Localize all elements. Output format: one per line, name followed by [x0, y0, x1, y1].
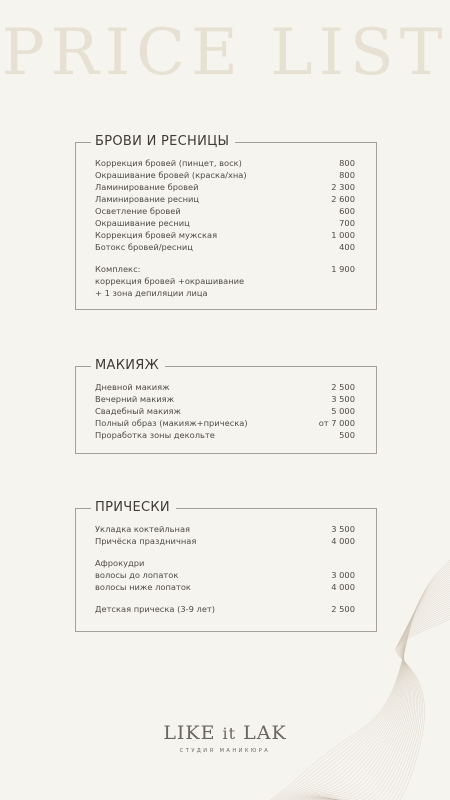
service-name: Ламинирование ресниц	[95, 194, 200, 204]
price-row	[95, 205, 355, 217]
price-row	[95, 381, 355, 393]
price-row	[95, 417, 355, 429]
price-row	[95, 393, 355, 405]
service-price: 3 500	[331, 394, 355, 404]
service-price: 5 000	[331, 406, 355, 416]
section-makeup	[75, 358, 377, 454]
service-name: Укладка коктейльная	[95, 524, 191, 534]
service-price: 2 300	[331, 182, 355, 192]
service-price: 4 000	[331, 582, 355, 592]
service-name: волосы до лопаток	[95, 570, 179, 580]
service-price: 500	[339, 430, 355, 440]
price-row	[95, 535, 355, 547]
service-name: коррекция бровей +окрашивание	[95, 276, 245, 286]
service-name: Комплекс:	[95, 264, 141, 274]
service-price: 1 000	[331, 230, 355, 240]
service-name: Причёска праздничная	[95, 536, 197, 546]
price-row	[95, 169, 355, 181]
service-name: Детская прическа (3-9 лет)	[95, 604, 215, 614]
section-title: ПРИЧЕСКИ	[91, 498, 176, 518]
service-price: 800	[339, 158, 355, 168]
service-name: Свадебный макияж	[95, 406, 181, 416]
service-name: Окрашивание ресниц	[95, 218, 190, 228]
service-price: 3 000	[331, 570, 355, 580]
service-name: Проработка зоны декольте	[95, 430, 215, 440]
decorative-waves-icon	[270, 550, 450, 800]
service-name: Полный образ (макияж+прическа)	[95, 418, 248, 428]
section-title: БРОВИ И РЕСНИЦЫ	[91, 132, 235, 152]
service-name: Афрокудри	[95, 558, 145, 568]
service-name: Ламинирование бровей	[95, 182, 199, 192]
price-row	[95, 429, 355, 441]
price-row	[95, 217, 355, 229]
service-price: 600	[339, 206, 355, 216]
price-row	[95, 181, 355, 193]
service-price: 700	[339, 218, 355, 228]
price-row	[95, 157, 355, 169]
section-brows-lashes	[75, 134, 377, 310]
service-price: 800	[339, 170, 355, 180]
service-name: Коррекция бровей мужская	[95, 230, 218, 240]
price-row	[95, 193, 355, 205]
service-price: от 7 000	[318, 418, 355, 428]
brand-subtitle: СТУДИЯ МАНИКЮРА	[179, 748, 271, 754]
service-price: 2 500	[331, 604, 355, 614]
service-name: Ботокс бровей/ресниц	[95, 242, 193, 252]
price-row	[95, 229, 355, 241]
price-list	[95, 157, 355, 299]
price-row	[95, 241, 355, 253]
service-name: Коррекция бровей (пинцет, воск)	[95, 158, 242, 168]
service-name: Вечерний макияж	[95, 394, 175, 404]
row-gap	[95, 253, 355, 263]
service-price: 400	[339, 242, 355, 252]
service-price: 1 900	[331, 264, 355, 274]
page-title: PRICE LIST	[1, 16, 449, 90]
price-row	[95, 405, 355, 417]
service-name: Окрашивание бровей (краска/хна)	[95, 170, 247, 180]
service-price: 4 000	[331, 536, 355, 546]
service-name: Осветление бровей	[95, 206, 181, 216]
price-row	[95, 275, 355, 287]
section-title: МАКИЯЖ	[91, 356, 165, 376]
service-price: 2 500	[331, 382, 355, 392]
brand-name: LIKE it LAK	[163, 722, 287, 744]
service-name: + 1 зона депиляции лица	[95, 288, 208, 298]
price-row	[95, 287, 355, 299]
price-row	[95, 263, 355, 275]
price-list	[95, 381, 355, 441]
service-name: волосы ниже лопаток	[95, 582, 191, 592]
brand-logo	[0, 721, 450, 754]
price-row	[95, 523, 355, 535]
service-name: Дневной макияж	[95, 382, 170, 392]
service-price: 2 600	[331, 194, 355, 204]
service-price: 3 500	[331, 524, 355, 534]
